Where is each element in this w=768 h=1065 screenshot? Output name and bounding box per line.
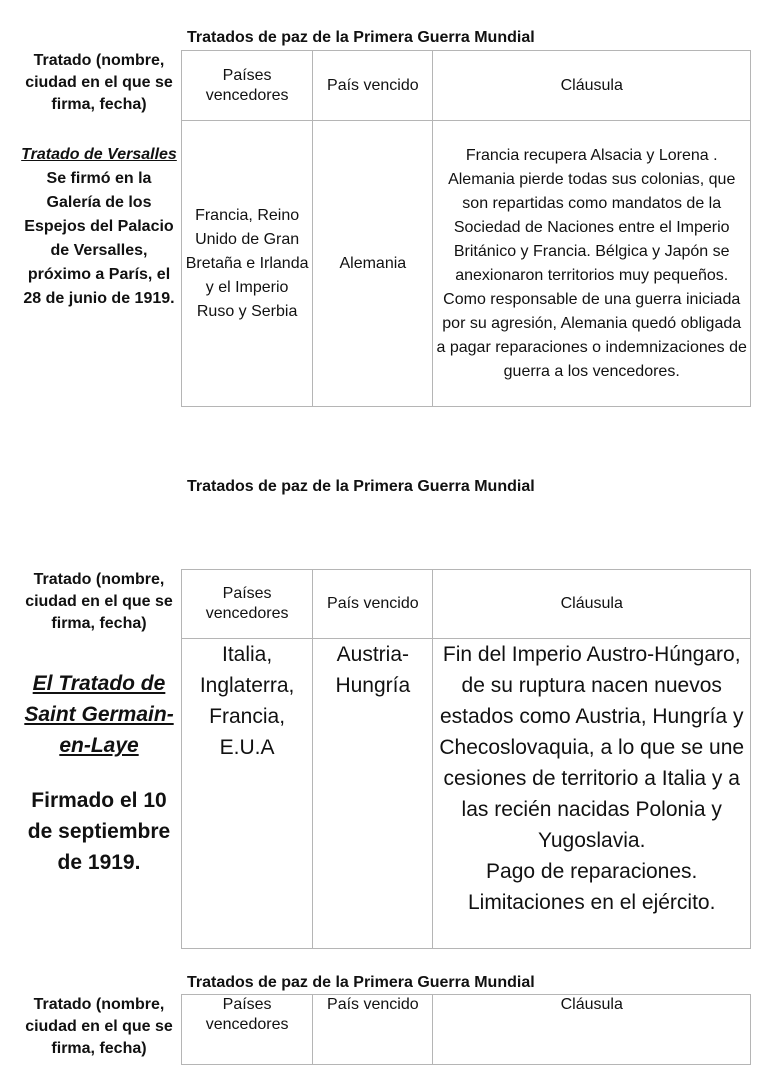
clause-cell: [433, 121, 751, 407]
treaty-table-saint-germain: [181, 569, 751, 949]
header-defeated: País vencido: [313, 995, 433, 1065]
treaty-name: El Tratado de Saint Germain-en-Laye: [24, 672, 174, 757]
clause-text: Limitaciones en el ejército.: [467, 891, 716, 914]
defeated-cell: Alemania: [313, 121, 433, 407]
header-clause: Cláusula: [433, 570, 751, 639]
treaty-column-header: Tratado (nombre, ciudad en el que se firma, fecha): [25, 52, 173, 113]
treaty-signing-info: Se firmó en la Galería de los Espejos del Palacio de Versalles, próximo a París, el 28 de junio de 1919.: [23, 170, 175, 307]
victors-cell: Italia, Inglaterra, Francia, E.U.A: [182, 639, 313, 949]
header-victors: Países vencedores: [182, 51, 313, 121]
header-victors: Países vencedores: [182, 995, 313, 1065]
section-title: Tratados de paz de la Primera Guerra Mundial: [187, 29, 535, 46]
clause-text: Fin del Imperio Austro-Húngaro, de su ruptura nacen nuevos estados como Austria, Hungría y Checoslovaquia, a lo que se une cesiones de territorio a Italia y a las recién nacidas Polonia y Yugoslavia.: [439, 643, 745, 852]
clause-cell: [433, 639, 751, 949]
section-title: Tratados de paz de la Primera Guerra Mundial: [187, 478, 535, 495]
treaty-signing-info: Firmado el 10 de septiembre de 1919.: [27, 789, 171, 874]
header-victors: Países vencedores: [182, 570, 313, 639]
defeated-cell: Austria-Hungría: [313, 639, 433, 949]
treaty-table-versalles: [181, 50, 751, 407]
header-defeated: País vencido: [313, 51, 433, 121]
clause-text: Pago de reparaciones.: [486, 860, 698, 883]
treaty-saint-germain-cell: [20, 668, 178, 878]
treaty-versalles-cell: [20, 143, 178, 311]
header-clause: Cláusula: [433, 995, 751, 1065]
treaty-column-header: Tratado (nombre, ciudad en el que se firma, fecha): [25, 571, 173, 632]
header-clause: Cláusula: [433, 51, 751, 121]
treaty-table-partial: [181, 994, 751, 1065]
treaty-name: Tratado de Versalles: [21, 146, 177, 163]
section-title: Tratados de paz de la Primera Guerra Mundial: [187, 974, 535, 991]
header-defeated: País vencido: [313, 570, 433, 639]
treaty-column-header: Tratado (nombre, ciudad en el que se firma, fecha): [25, 996, 173, 1057]
clause-text: Francia recupera Alsacia y Lorena . Alemania pierde todas sus colonias, que son repartidas como mandatos de la Sociedad de Naciones entre el Imperio Británico y Francia. Bélgica y Japón se anexionaron territorios muy pequeños.: [448, 146, 736, 284]
victors-cell: Francia, Reino Unido de Gran Bretaña e Irlanda y el Imperio Ruso y Serbia: [182, 121, 313, 407]
clause-text: Como responsable de una guerra iniciada por su agresión, Alemania quedó obligada a pagar reparaciones o indemnizaciones de guerra a los vencedores.: [436, 290, 747, 380]
